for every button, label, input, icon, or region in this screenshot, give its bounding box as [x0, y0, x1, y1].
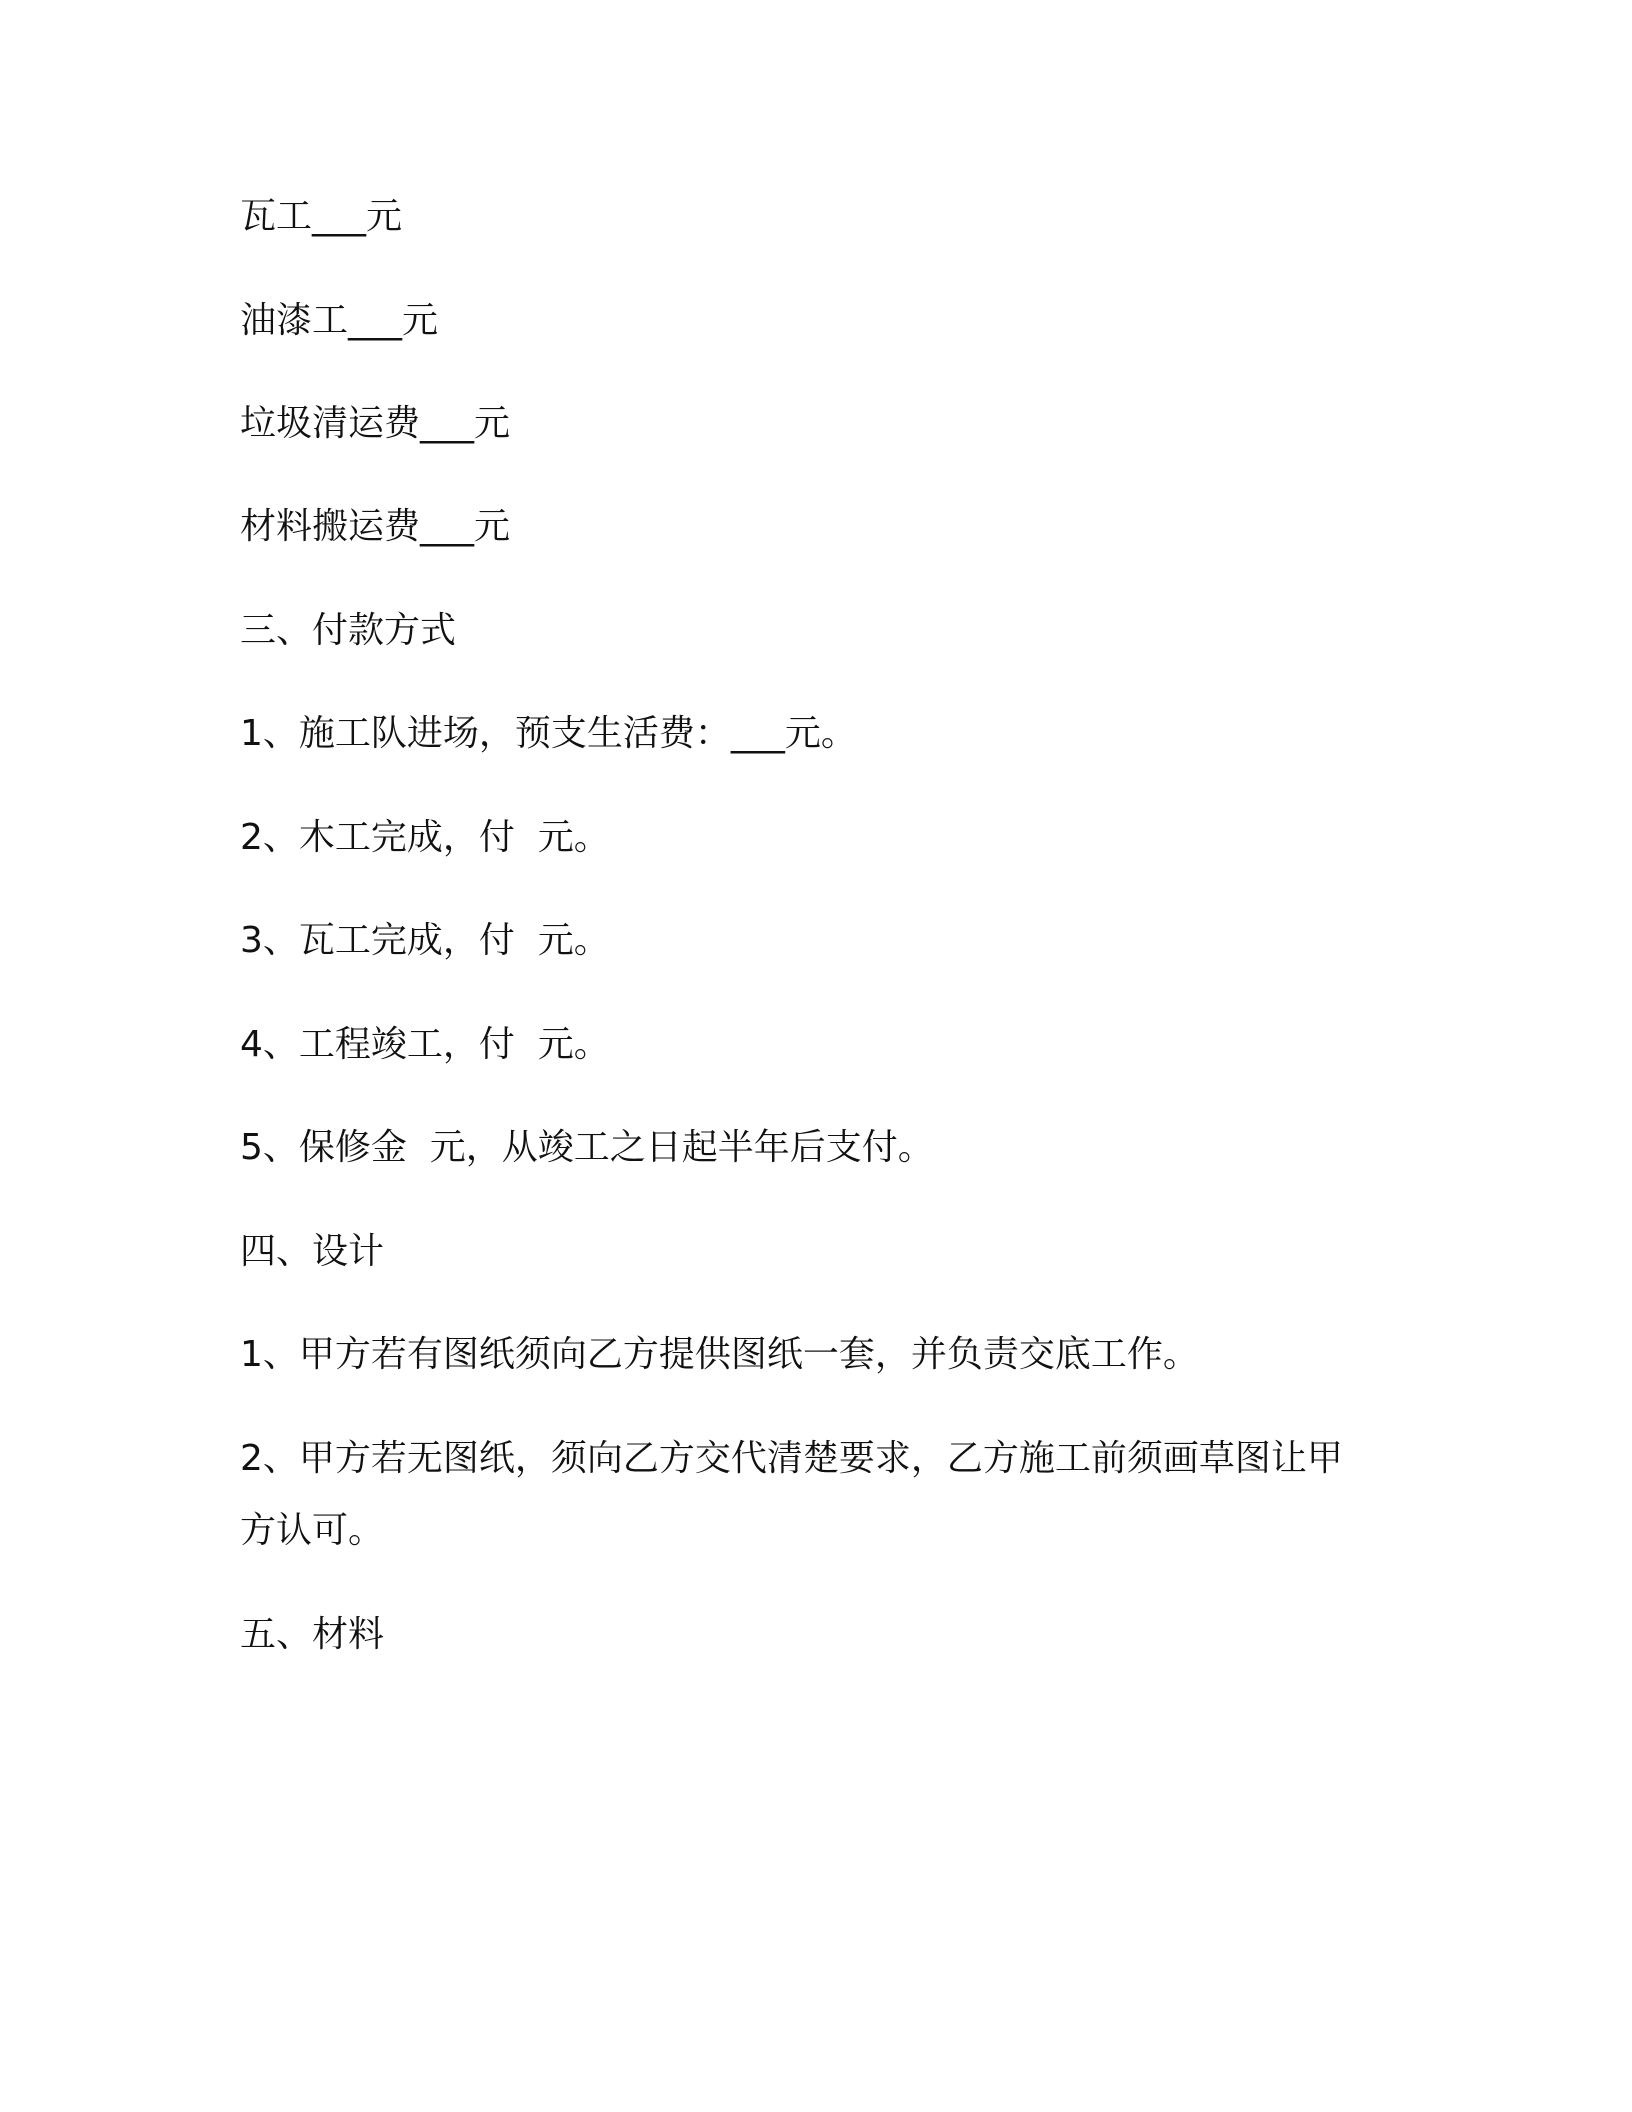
- design-item-2-continued: 方认可。: [240, 1510, 385, 1551]
- section-heading-design: 四、设计: [240, 1231, 385, 1272]
- design-item-2: 2、甲方若无图纸，须向乙方交代清楚要求，乙方施工前须画草图让甲: [240, 1438, 1343, 1479]
- design-item-1: 1、甲方若有图纸须向乙方提供图纸一套，并负责交底工作。: [240, 1334, 1199, 1375]
- fee-item-painting: 油漆工___元: [240, 300, 439, 341]
- payment-item-3: 3、瓦工完成，付 元。: [240, 920, 610, 961]
- payment-item-4: 4、工程竣工，付 元。: [240, 1024, 610, 1065]
- fee-item-tiling: 瓦工___元: [240, 196, 403, 237]
- fee-item-garbage-removal: 垃圾清运费___元: [240, 403, 511, 444]
- payment-item-5: 5、保修金 元，从竣工之日起半年后支付。: [240, 1127, 934, 1168]
- payment-item-1: 1、施工队进场，预支生活费：___元。: [240, 713, 857, 754]
- fee-item-material-transport: 材料搬运费___元: [240, 506, 511, 547]
- section-heading-materials: 五、材料: [240, 1614, 385, 1655]
- section-heading-payment: 三、付款方式: [240, 610, 457, 651]
- payment-item-2: 2、木工完成，付 元。: [240, 817, 610, 858]
